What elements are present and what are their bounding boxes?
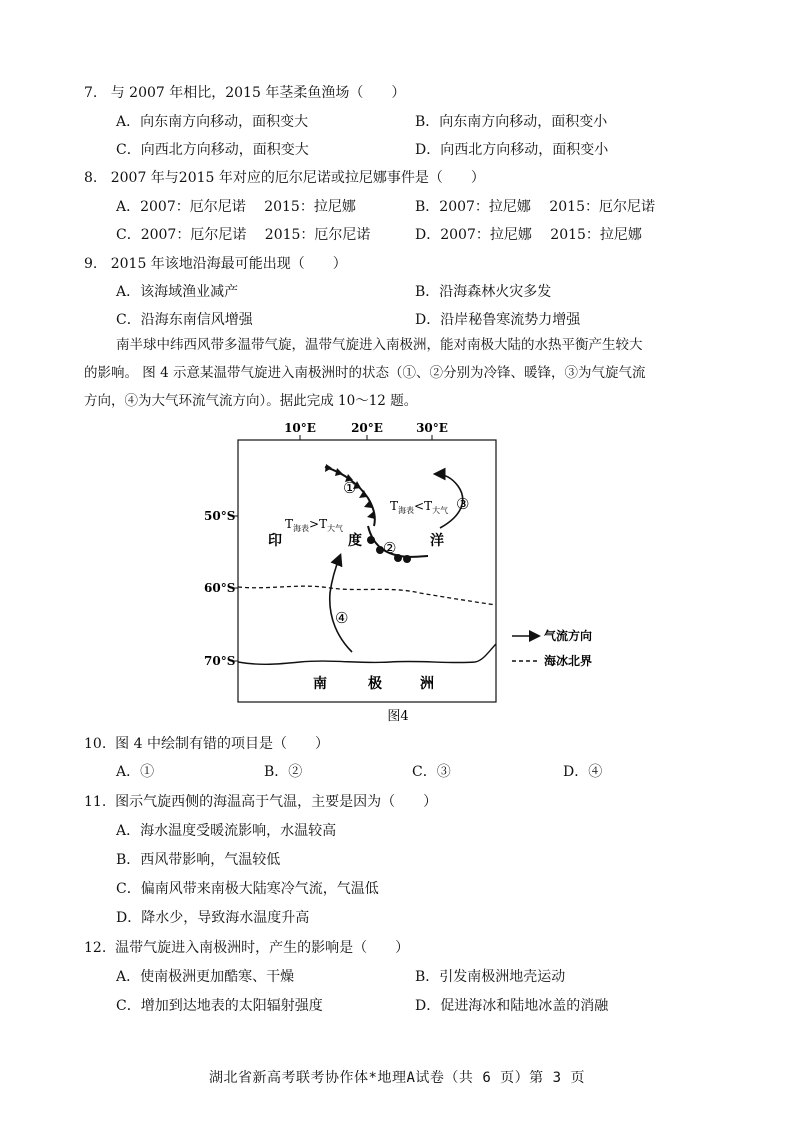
q7-number: 7. bbox=[84, 85, 98, 101]
lat-label-70: 70°S bbox=[204, 654, 236, 668]
warm-front-dot-1 bbox=[367, 536, 375, 544]
circulation-airflow-arrow bbox=[330, 556, 352, 652]
q8-option-a: A．2007：厄尔尼诺 2015：拉尼娜 bbox=[116, 199, 356, 215]
q10-option-c: C．③ bbox=[412, 764, 451, 780]
page-footer: 湖北省新高考联考协作体*地理A试卷（共 6 页）第 3 页 bbox=[209, 1070, 585, 1086]
lon-label-20: 20°E bbox=[351, 421, 383, 435]
sea-ice-boundary bbox=[238, 586, 496, 605]
passage-line-1: 南半球中纬西风带多温带气旋，温带气旋进入南极洲，能对南极大陆的水热平衡产生较大 bbox=[116, 337, 643, 353]
ocean-char-2: 度 bbox=[348, 533, 362, 549]
lat-label-50: 50°S bbox=[204, 509, 236, 523]
continent-char-1: 南 bbox=[313, 676, 327, 692]
figure-4 bbox=[200, 418, 620, 723]
marker-3: ③ bbox=[456, 495, 470, 513]
marker-4: ④ bbox=[335, 609, 349, 627]
antarctic-coastline bbox=[238, 644, 496, 664]
lon-label-30: 30°E bbox=[416, 421, 448, 435]
passage-line-3: 方向，④为大气环流气流方向）。据此完成 10～12 题。 bbox=[84, 393, 418, 409]
q9-option-d: D．沿岸秘鲁寒流势力增强 bbox=[415, 312, 581, 328]
continent-char-2: 极 bbox=[368, 676, 382, 692]
q8-number: 8. bbox=[84, 170, 98, 186]
q12-option-b: B．引发南极洲地壳运动 bbox=[415, 969, 566, 985]
cold-front-tri-1 bbox=[325, 464, 332, 472]
q8-option-c: C．2007：厄尔尼诺 2015：厄尔尼诺 bbox=[116, 227, 371, 243]
q8-text: 2007 年与2015 年对应的厄尔尼诺或拉尼娜事件是（ ） bbox=[110, 170, 485, 186]
q12-option-c: C．增加到达地表的太阳辐射强度 bbox=[116, 998, 323, 1014]
legend-ice-label: 海冰北界 bbox=[544, 654, 593, 668]
q11-number: 11. bbox=[84, 794, 107, 810]
ocean-char-3: 洋 bbox=[430, 533, 444, 549]
figure-caption: 图4 bbox=[387, 709, 409, 723]
q12-number: 12. bbox=[84, 940, 107, 956]
q7-option-c: C．向西北方向移动，面积变大 bbox=[116, 142, 309, 158]
q7-option-d: D．向西北方向移动，面积变小 bbox=[415, 142, 609, 158]
q8-option-b: B．2007：拉尼娜 2015：厄尔尼诺 bbox=[415, 199, 655, 215]
q11-option-c: C．偏南风带来南极大陆寒冷气流，气温低 bbox=[116, 881, 379, 897]
q11-option-b: B．西风带影响，气温较低 bbox=[116, 852, 281, 868]
temp-left: $T_{海表}>T_{大气}$ bbox=[285, 517, 344, 533]
q11-stem bbox=[84, 793, 437, 811]
q10-option-b: B．② bbox=[264, 764, 303, 780]
q10-number: 10. bbox=[84, 736, 107, 752]
q8-option-d: D．2007：拉尼娜 2015：拉尼娜 bbox=[415, 227, 642, 243]
q12-option-d: D．促进海冰和陆地冰盖的消融 bbox=[415, 998, 609, 1014]
q7-option-a: A．向东南方向移动，面积变大 bbox=[116, 114, 309, 130]
warm-front-dot-4 bbox=[403, 555, 411, 563]
q9-option-a: A．该海域渔业减产 bbox=[116, 284, 239, 300]
q11-option-a: A．海水温度受暖流影响，水温较高 bbox=[116, 823, 337, 839]
cold-front-tri-7 bbox=[367, 511, 375, 519]
q12-text: 温带气旋进入南极洲时，产生的影响是（ ） bbox=[115, 940, 410, 956]
q10-stem bbox=[84, 735, 329, 753]
ocean-char-1: 印 bbox=[268, 533, 282, 549]
lon-label-10: 10°E bbox=[284, 421, 316, 435]
passage-line-2: 的影响。 图 4 示意某温带气旋进入南极洲时的状态（①、②分别为冷锋、暖锋，③为气旋气流 bbox=[84, 365, 646, 381]
q9-number: 9. bbox=[84, 256, 98, 272]
q10-text: 图 4 中绘制有错的项目是（ ） bbox=[115, 736, 329, 752]
q7-option-b: B．向东南方向移动，面积变小 bbox=[415, 114, 608, 130]
q10-option-d: D．④ bbox=[563, 764, 603, 780]
q12-option-a: A．使南极洲更加酷寒、干燥 bbox=[116, 969, 295, 985]
continent-char-3: 洲 bbox=[420, 676, 434, 692]
q7-text: 与 2007 年相比，2015 年茎柔鱼渔场（ ） bbox=[110, 85, 406, 101]
marker-2: ② bbox=[383, 539, 397, 557]
q9-option-c: C．沿海东南信风增强 bbox=[116, 312, 253, 328]
q9-option-b: B．沿海森林火灾多发 bbox=[415, 284, 552, 300]
temp-right: $T_{海表}<T_{大气}$ bbox=[390, 499, 449, 515]
q9-stem bbox=[84, 255, 347, 273]
q7-stem bbox=[84, 84, 405, 102]
q11-text: 图示气旋西侧的海温高于气温，主要是因为（ ） bbox=[115, 794, 438, 810]
legend-airflow-label: 气流方向 bbox=[544, 629, 593, 643]
lat-label-60: 60°S bbox=[204, 581, 236, 595]
cyclone-map bbox=[200, 418, 620, 723]
q8-stem bbox=[84, 169, 485, 187]
q9-text: 2015 年该地沿海最可能出现（ ） bbox=[110, 256, 347, 272]
q12-stem bbox=[84, 939, 409, 957]
q11-option-d: D．降水少，导致海水温度升高 bbox=[116, 910, 310, 926]
marker-1: ① bbox=[343, 479, 357, 497]
q10-option-a: A．① bbox=[116, 764, 155, 780]
